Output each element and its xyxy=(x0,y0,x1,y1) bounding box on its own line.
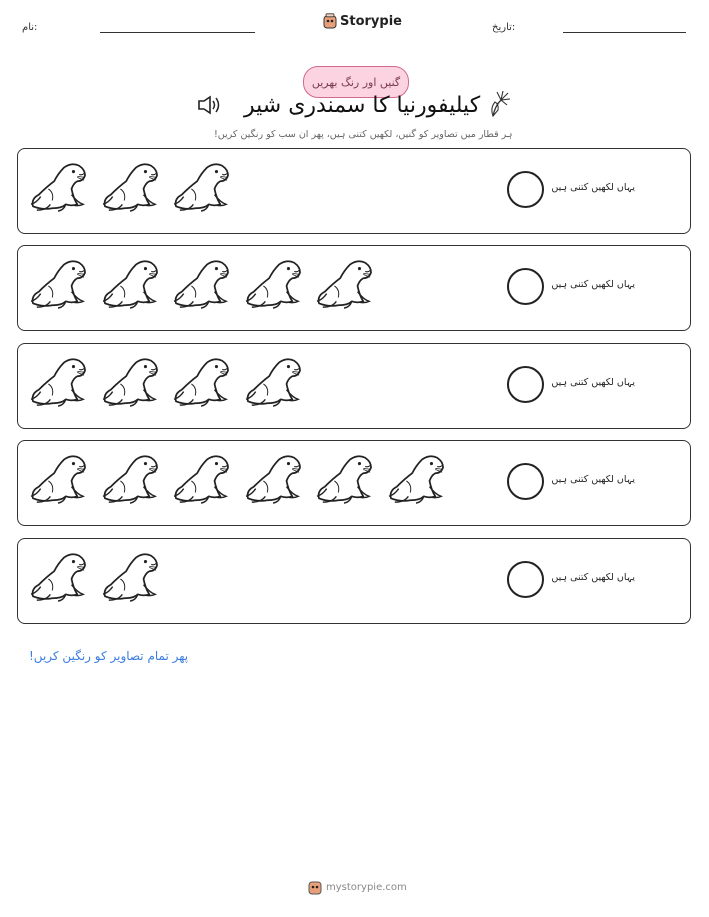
name-label: نام: xyxy=(22,22,38,33)
answer-hint: یہاں لکھیں کتنی ہیں xyxy=(551,572,635,583)
sea-lion-icon xyxy=(28,355,90,409)
answer-circle[interactable] xyxy=(507,463,544,500)
storypie-logo-icon xyxy=(323,13,337,29)
sea-lion-icon xyxy=(100,550,162,604)
name-line[interactable] xyxy=(100,32,255,33)
feather-icon xyxy=(485,88,513,118)
sea-lion-icon xyxy=(28,160,90,214)
date-line[interactable] xyxy=(563,32,686,33)
sea-lion-icon xyxy=(28,257,90,311)
answer-hint: یہاں لکھیں کتنی ہیں xyxy=(551,182,635,193)
sea-lion-icon xyxy=(171,257,233,311)
count-row xyxy=(17,440,691,526)
worksheet-title: کیلیفورنیا کا سمندری شیر xyxy=(244,93,481,118)
count-row xyxy=(17,245,691,331)
sea-lion-icon xyxy=(171,452,233,506)
answer-hint: یہاں لکھیں کتنی ہیں xyxy=(551,279,635,290)
answer-circle[interactable] xyxy=(507,268,544,305)
sea-lion-icon xyxy=(314,257,376,311)
sea-lion-icon xyxy=(386,452,448,506)
answer-hint: یہاں لکھیں کتنی ہیں xyxy=(551,474,635,485)
footer-note: پھر تمام تصاویر کو رنگین کریں! xyxy=(29,649,189,663)
sea-lion-icon xyxy=(100,257,162,311)
count-row xyxy=(17,148,691,234)
storypie-footer-logo-icon xyxy=(308,879,322,895)
sea-lion-icon xyxy=(28,452,90,506)
sea-lion-icon xyxy=(243,452,305,506)
sea-lion-icon xyxy=(243,257,305,311)
sea-lion-icon xyxy=(100,160,162,214)
answer-circle[interactable] xyxy=(507,561,544,598)
count-row xyxy=(17,343,691,429)
sea-lion-icon xyxy=(100,355,162,409)
speaker-icon xyxy=(196,95,222,115)
date-label: تاریخ: xyxy=(492,22,516,33)
sea-lion-icon xyxy=(171,160,233,214)
answer-hint: یہاں لکھیں کتنی ہیں xyxy=(551,377,635,388)
brand-name: Storypie xyxy=(340,13,402,29)
sea-lion-icon xyxy=(100,452,162,506)
sea-lion-icon xyxy=(243,355,305,409)
sea-lion-icon xyxy=(28,550,90,604)
answer-circle[interactable] xyxy=(507,366,544,403)
activity-badge: گنیں اور رنگ بھریں xyxy=(303,66,409,98)
site-url[interactable]: mystorypie.com xyxy=(326,882,407,893)
sea-lion-icon xyxy=(314,452,376,506)
answer-circle[interactable] xyxy=(507,171,544,208)
instruction-text: ہر قطار میں تصاویر کو گنیں، لکھیں کتنی ہیں، پھر ان سب کو رنگین کریں! xyxy=(214,129,513,140)
brand-logo xyxy=(323,13,402,29)
count-row xyxy=(17,538,691,624)
sea-lion-icon xyxy=(171,355,233,409)
